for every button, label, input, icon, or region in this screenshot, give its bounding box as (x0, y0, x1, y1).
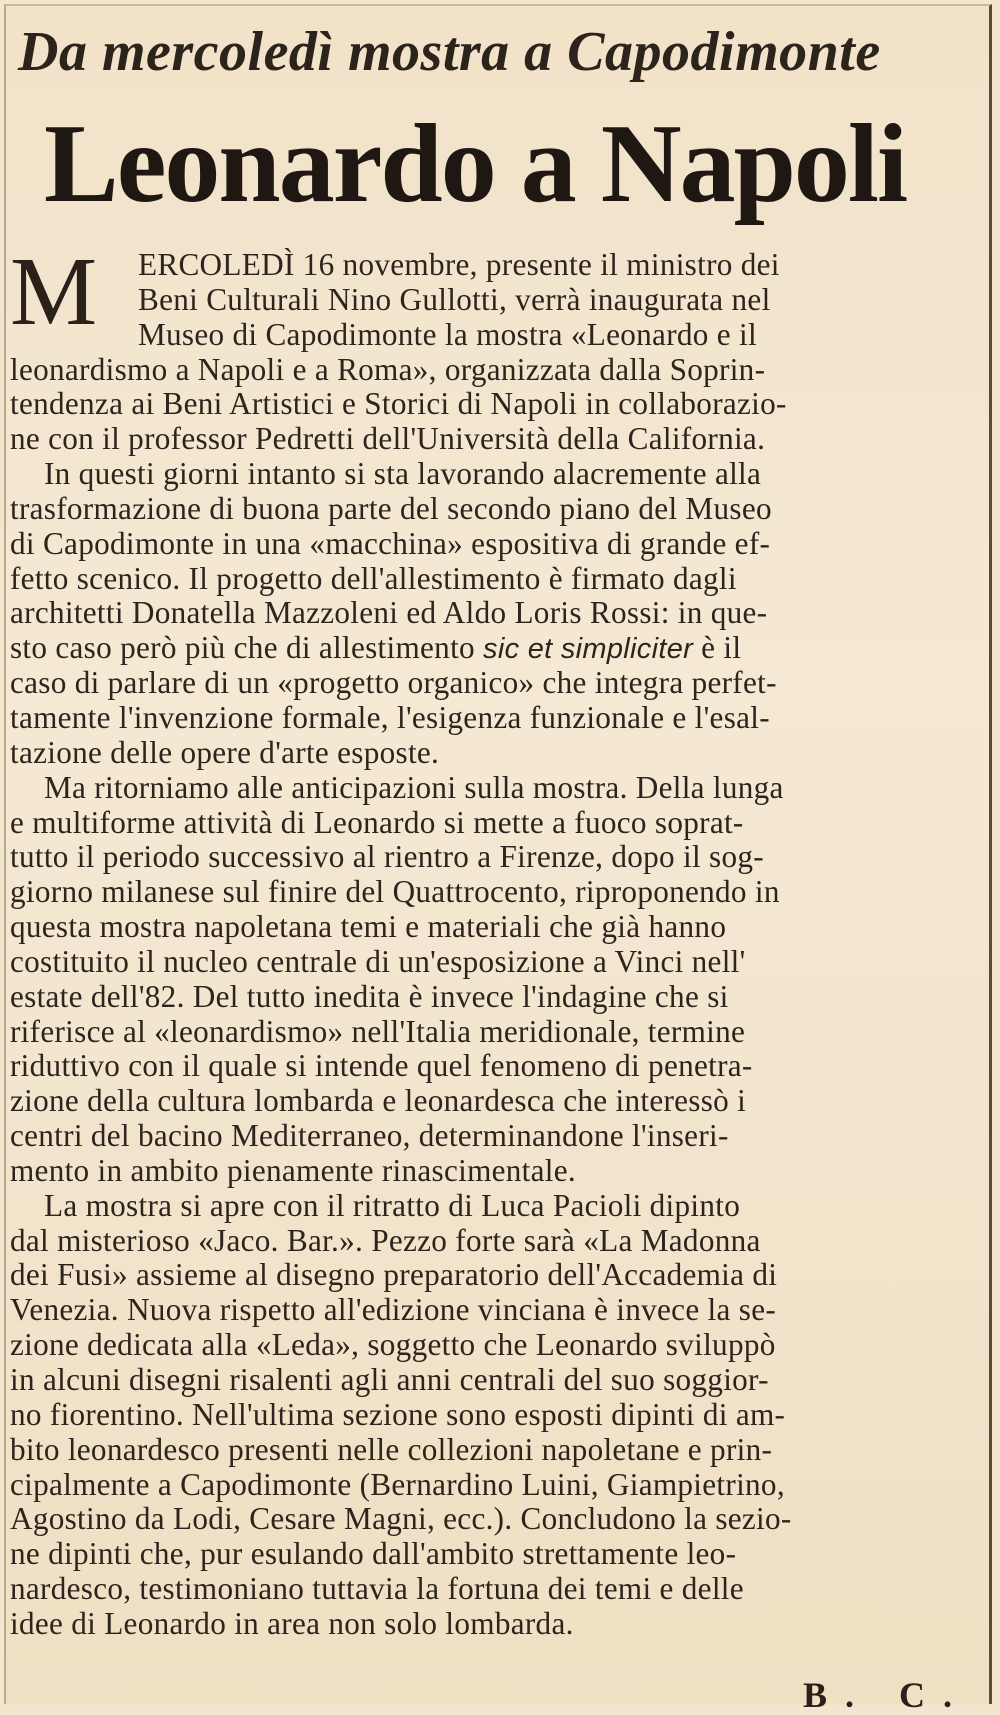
article-line: cipalmente a Capodimonte (Bernardino Luini, Giampietrino, (10, 1467, 785, 1502)
article-line: giorno milanese sul finire del Quattrocento, riproponendo in (10, 875, 780, 910)
article-line: no fiorentino. Nell'ultima sezione sono esposti dipinti di am- (10, 1397, 786, 1432)
article-line: zione della cultura lombarda e leonardesca che interessò i (10, 1084, 747, 1119)
article-line: caso di parlare di un «progetto organico» che integra perfet- (10, 666, 777, 701)
article-line: nardesco, testimoniano tuttavia la fortuna dei temi e delle (10, 1572, 744, 1607)
article-line: zione dedicata alla «Leda», soggetto che Leonardo sviluppò (10, 1328, 776, 1363)
article-line: tazione delle opere d'arte esposte. (10, 735, 440, 770)
article-line: Agostino da Lodi, Cesare Magni, ecc.). Concludono la sezio- (10, 1502, 792, 1537)
article-line: leonardismo a Napoli e a Roma», organizzata dalla Soprin- (10, 352, 766, 387)
article-body (10, 238, 980, 1642)
article-line: Venezia. Nuova rispetto all'edizione vinciana è invece la se- (10, 1293, 777, 1328)
article-line: Beni Culturali Nino Gullotti, verrà inaugurata nel (138, 282, 771, 317)
article-kicker: Da mercoledì mostra a Capodimonte (18, 21, 881, 83)
article-line: riduttivo con il quale si intende quel fenomeno di penetra- (10, 1049, 753, 1084)
article-line: La mostra si apre con il ritratto di Luca Pacioli dipinto (44, 1188, 741, 1223)
article-line: tamente l'invenzione formale, l'esigenza funzionale e l'esal- (10, 700, 770, 735)
article-line: tutto il periodo successivo al rientro a Firenze, dopo il sog- (10, 840, 764, 875)
article-line: In questi giorni intanto si sta lavorando alacremente alla (44, 457, 762, 492)
article-line: e multiforme attività di Leonardo si mette a fuoco soprat- (10, 805, 744, 840)
article-line: riferisce al «leonardismo» nell'Italia meridionale, termine (10, 1014, 746, 1049)
article-line: bito leonardesco presenti nelle collezioni napoletane e prin- (10, 1432, 773, 1467)
article-line: fetto scenico. Il progetto dell'allestimento è firmato dagli (10, 561, 737, 596)
article-headline: Leonardo a Napoli (44, 102, 907, 226)
article-line: mento in ambito pienamente rinascimentale. (10, 1153, 576, 1188)
article-line: idee di Leonardo in area non solo lombarda. (10, 1606, 574, 1641)
drop-cap: M (10, 238, 98, 346)
article-line: Museo di Capodimonte la mostra «Leonardo e il (138, 317, 757, 352)
article-line: tendenza ai Beni Artistici e Storici di Napoli in collaborazio- (10, 387, 787, 422)
article-line: centri del bacino Mediterraneo, determinandone l'inseri- (10, 1119, 729, 1154)
article-line: costituito il nucleo centrale di un'esposizione a Vinci nell' (10, 944, 746, 979)
article-line: trasformazione di buona parte del secondo piano del Museo (10, 491, 772, 526)
article-line: dal misterioso «Jaco. Bar.». Pezzo forte sarà «La Madonna (10, 1223, 761, 1258)
article-line: ne con il professor Pedretti dell'Università della California. (10, 422, 766, 457)
article-line: di Capodimonte in una «macchina» espositiva di grande ef- (10, 526, 771, 561)
article-line: ERCOLEDÌ 16 novembre, presente il ministro dei (138, 248, 780, 282)
article-line: in alcuni disegni risalenti agli anni centrali del suo soggior- (10, 1363, 769, 1397)
author-signature: B. C. (802, 1675, 970, 1715)
article-line: questa mostra napoletana temi e materiali che già hanno (10, 910, 727, 945)
article-line: ne dipinti che, pur esulando dall'ambito strettamente leo- (10, 1537, 737, 1572)
article-line: architetti Donatella Mazzoleni ed Aldo Loris Rossi: in que- (10, 596, 768, 631)
article-line: sto caso però più che di allestimento sic et simpliciter è il (10, 631, 742, 666)
article-line: dei Fusi» assieme al disegno preparatorio dell'Accademia di (10, 1258, 778, 1293)
article-line: Ma ritorniamo alle anticipazioni sulla mostra. Della lunga (44, 770, 784, 805)
article-line: estate dell'82. Del tutto inedita è invece l'indagine che si (10, 979, 729, 1014)
